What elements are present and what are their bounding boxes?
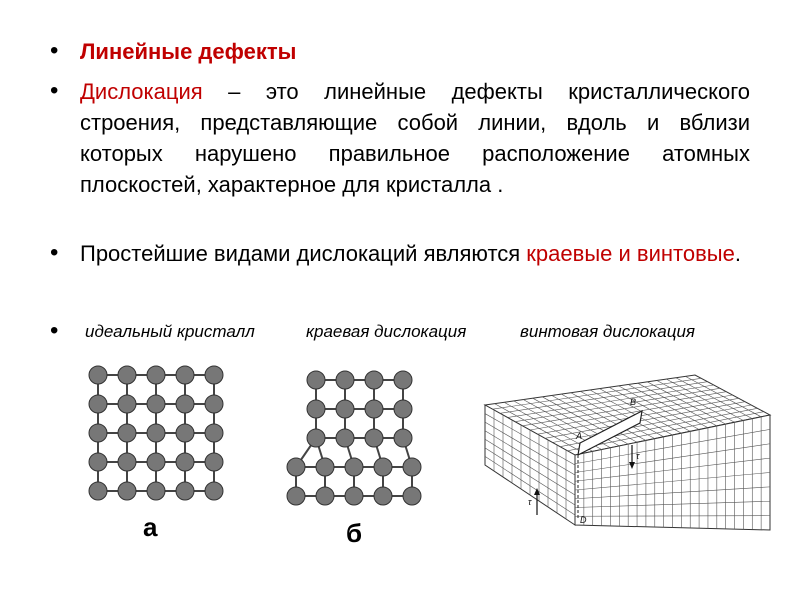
- atom: [176, 366, 194, 384]
- edge-dislocation-lattice: [278, 365, 448, 535]
- atom: [287, 487, 305, 505]
- atom: [205, 366, 223, 384]
- atom: [147, 395, 165, 413]
- atom: [336, 400, 354, 418]
- screw-dislocation-block: [480, 355, 790, 590]
- atom: [365, 371, 383, 389]
- ideal-crystal-lattice: [80, 360, 240, 520]
- atom: [89, 453, 107, 471]
- atom: [403, 487, 421, 505]
- atom: [89, 366, 107, 384]
- atom: [365, 429, 383, 447]
- atom: [89, 395, 107, 413]
- atom: [287, 458, 305, 476]
- atom: [336, 371, 354, 389]
- dislocation-definition: [80, 76, 750, 200]
- label-tau-right: τ: [636, 451, 640, 461]
- atom: [316, 487, 334, 505]
- atom: [336, 429, 354, 447]
- bullet-marker-4: •: [50, 317, 59, 344]
- caption-edge-dislocation: краевая дислокация: [306, 322, 467, 341]
- atom: [403, 458, 421, 476]
- atom: [307, 371, 325, 389]
- label-tau-left: τ: [528, 497, 532, 507]
- figure-label-b: б: [346, 518, 363, 548]
- atom: [118, 424, 136, 442]
- dislocation-types: [80, 238, 750, 269]
- atom: [394, 371, 412, 389]
- dislocation-term: Дислокация: [80, 79, 203, 104]
- atom: [118, 453, 136, 471]
- atom: [118, 482, 136, 500]
- caption-ideal-crystal: идеальный кристалл: [85, 322, 255, 341]
- atom: [394, 400, 412, 418]
- atom: [205, 453, 223, 471]
- bullet-marker-1: •: [50, 37, 59, 64]
- bullet-marker-2: •: [50, 77, 59, 104]
- heading-linear-defects: [80, 36, 750, 67]
- dislocation-text: – это линейные дефекты кристаллического строения, представляющие собой линии, вдоль и вблизи которых нарушено правильное расположение атомных плоскостей, характерное для кристалла .: [80, 79, 750, 197]
- types-highlight: краевые и винтовые: [526, 241, 735, 266]
- atom: [307, 400, 325, 418]
- atom: [147, 424, 165, 442]
- atom: [147, 366, 165, 384]
- bullet-marker-3: •: [50, 239, 59, 266]
- atom: [205, 482, 223, 500]
- atom: [345, 458, 363, 476]
- atom: [176, 482, 194, 500]
- atom: [176, 395, 194, 413]
- label-A: A: [576, 431, 583, 441]
- atom: [89, 424, 107, 442]
- atom: [176, 453, 194, 471]
- atom: [205, 424, 223, 442]
- atom: [89, 482, 107, 500]
- atom: [374, 487, 392, 505]
- label-B: B: [630, 397, 637, 407]
- heading-text: Линейные дефекты: [80, 39, 297, 64]
- label-D: D: [580, 515, 587, 525]
- atom: [374, 458, 392, 476]
- atom: [205, 395, 223, 413]
- types-text: Простейшие видами дислокаций являются: [80, 241, 527, 266]
- atom: [394, 429, 412, 447]
- atom: [147, 482, 165, 500]
- atom: [176, 424, 194, 442]
- atom: [307, 429, 325, 447]
- types-end: .: [734, 241, 741, 266]
- atom: [147, 453, 165, 471]
- atom: [316, 458, 334, 476]
- figure-label-a: а: [143, 512, 158, 542]
- atom: [118, 395, 136, 413]
- caption-screw-dislocation: винтовая дислокация: [520, 322, 695, 341]
- atom: [365, 400, 383, 418]
- atom: [345, 487, 363, 505]
- atom: [118, 366, 136, 384]
